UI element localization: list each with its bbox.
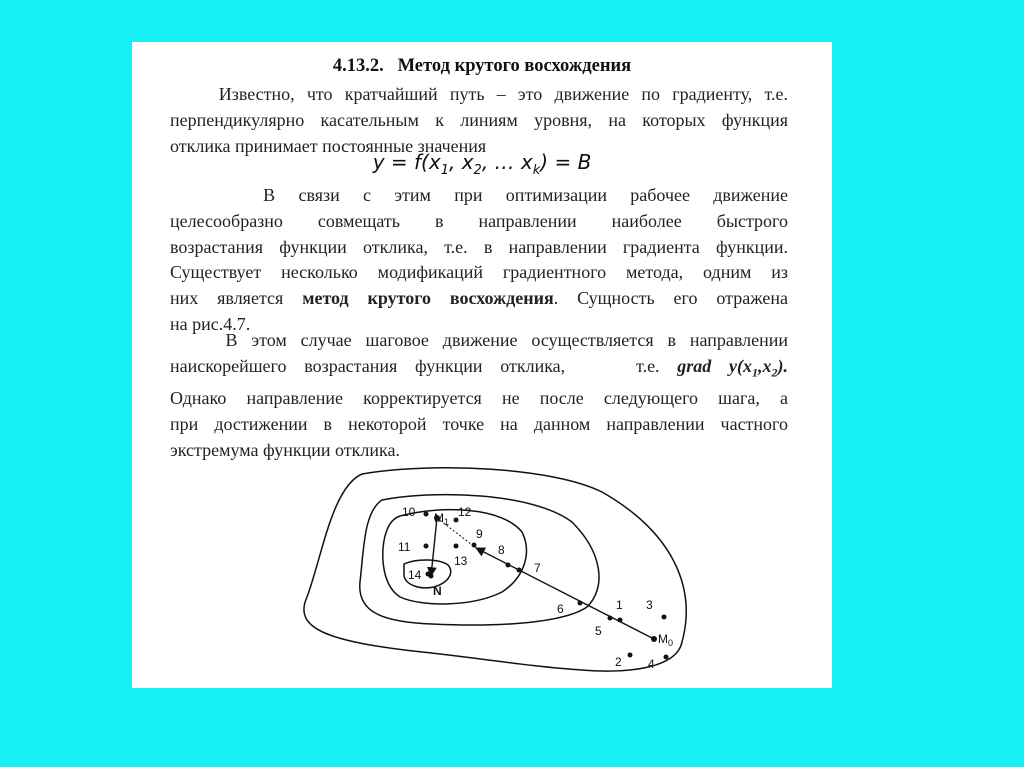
formula-sub: k bbox=[532, 163, 541, 178]
paragraph-line: В связи с этим при оптимизации рабочее движение bbox=[170, 185, 788, 205]
paragraph-line: Существует несколько модификаций градиентного метода, одним из bbox=[170, 262, 788, 283]
section-number: 4.13.2. bbox=[332, 56, 384, 76]
label-4: 4 bbox=[648, 657, 655, 671]
point-4 bbox=[664, 655, 669, 660]
point-8 bbox=[506, 563, 511, 568]
point-6 bbox=[578, 601, 583, 606]
label-m0: $M_0$ bbox=[658, 632, 674, 648]
formula-lhs: y = f bbox=[372, 150, 422, 174]
text-run: наискорейшего возрастания функции отклика, т.е. bbox=[170, 355, 678, 376]
formula-rhs: = B bbox=[554, 150, 592, 174]
contour-diagram bbox=[132, 42, 832, 688]
paragraph-line: отклика принимает постоянные значения bbox=[170, 135, 487, 156]
formula: $y = f(x_1$, $x_2$, … $x_k) = B$ bbox=[372, 150, 592, 178]
paragraph-line: перпендикулярно касательным к линиям уровня, на которых функция bbox=[170, 109, 788, 130]
paragraph-line: целесообразно совмещать в направлении наиболее быстрого bbox=[170, 210, 788, 231]
text-run: них является bbox=[170, 288, 303, 309]
point-2 bbox=[628, 653, 633, 658]
formula-var: x bbox=[461, 150, 474, 174]
point-m0 bbox=[651, 636, 657, 642]
label-12: 12 bbox=[458, 505, 472, 519]
paragraph-line: Однако направление корректируется не после следующего шага, а bbox=[170, 388, 788, 409]
label-13: 13 bbox=[454, 554, 468, 568]
point-5 bbox=[608, 616, 613, 621]
gradient-path bbox=[476, 548, 654, 639]
grad-expr: grad y(x bbox=[677, 355, 752, 376]
label-3: 3 bbox=[646, 598, 653, 612]
formula-sub: 2 bbox=[473, 163, 482, 178]
label-2: 2 bbox=[615, 655, 622, 669]
point-1 bbox=[618, 618, 623, 623]
label-5: 5 bbox=[595, 624, 602, 638]
point-n bbox=[429, 574, 434, 579]
point-7 bbox=[517, 568, 522, 573]
label-11: 11 bbox=[398, 540, 411, 554]
paragraph-line: возрастания функции отклика, т.е. в направлении градиента функции. bbox=[170, 236, 788, 257]
paragraph-line: Известно, что кратчайший путь – это движение по градиенту, т.е. bbox=[170, 84, 788, 104]
label-8: 8 bbox=[498, 543, 505, 557]
point-10 bbox=[424, 512, 429, 517]
formula-sub: 1 bbox=[440, 163, 449, 178]
paragraph-line: В этом случае шаговое движение осуществляется в направлении bbox=[170, 330, 788, 350]
grad-expr: ,x bbox=[758, 355, 772, 376]
point-9 bbox=[472, 543, 477, 548]
label-9: 9 bbox=[476, 527, 483, 541]
bold-term: метод крутого восхождения bbox=[302, 288, 554, 309]
grad-sub: 2 bbox=[771, 365, 778, 380]
label-1: 1 bbox=[616, 598, 623, 612]
label-7: 7 bbox=[534, 561, 541, 575]
formula-var: x bbox=[520, 150, 533, 174]
formula-var: x bbox=[428, 150, 441, 174]
point-13 bbox=[454, 544, 459, 549]
label-m1: $M_1$ bbox=[434, 511, 450, 527]
label-6: 6 bbox=[557, 602, 564, 616]
label-14: 14 bbox=[408, 568, 422, 582]
point-11 bbox=[424, 544, 429, 549]
grad-sub: 1 bbox=[752, 365, 758, 380]
paragraph-line: при достижении в некоторой точке на данном направлении частного bbox=[170, 413, 788, 434]
point-3 bbox=[662, 615, 667, 620]
paragraph-line: на рис.4.7. bbox=[170, 313, 251, 334]
label-10: 10 bbox=[402, 505, 416, 519]
grad-expr: ). bbox=[777, 355, 788, 376]
label-n: N bbox=[433, 584, 442, 598]
section-title: Метод крутого восхождения bbox=[397, 56, 632, 76]
text-run: . Сущность его отражена bbox=[553, 288, 788, 309]
paragraph-line: экстремума функции отклика. bbox=[170, 439, 400, 460]
descent-path bbox=[431, 518, 437, 576]
slide bbox=[132, 42, 832, 688]
